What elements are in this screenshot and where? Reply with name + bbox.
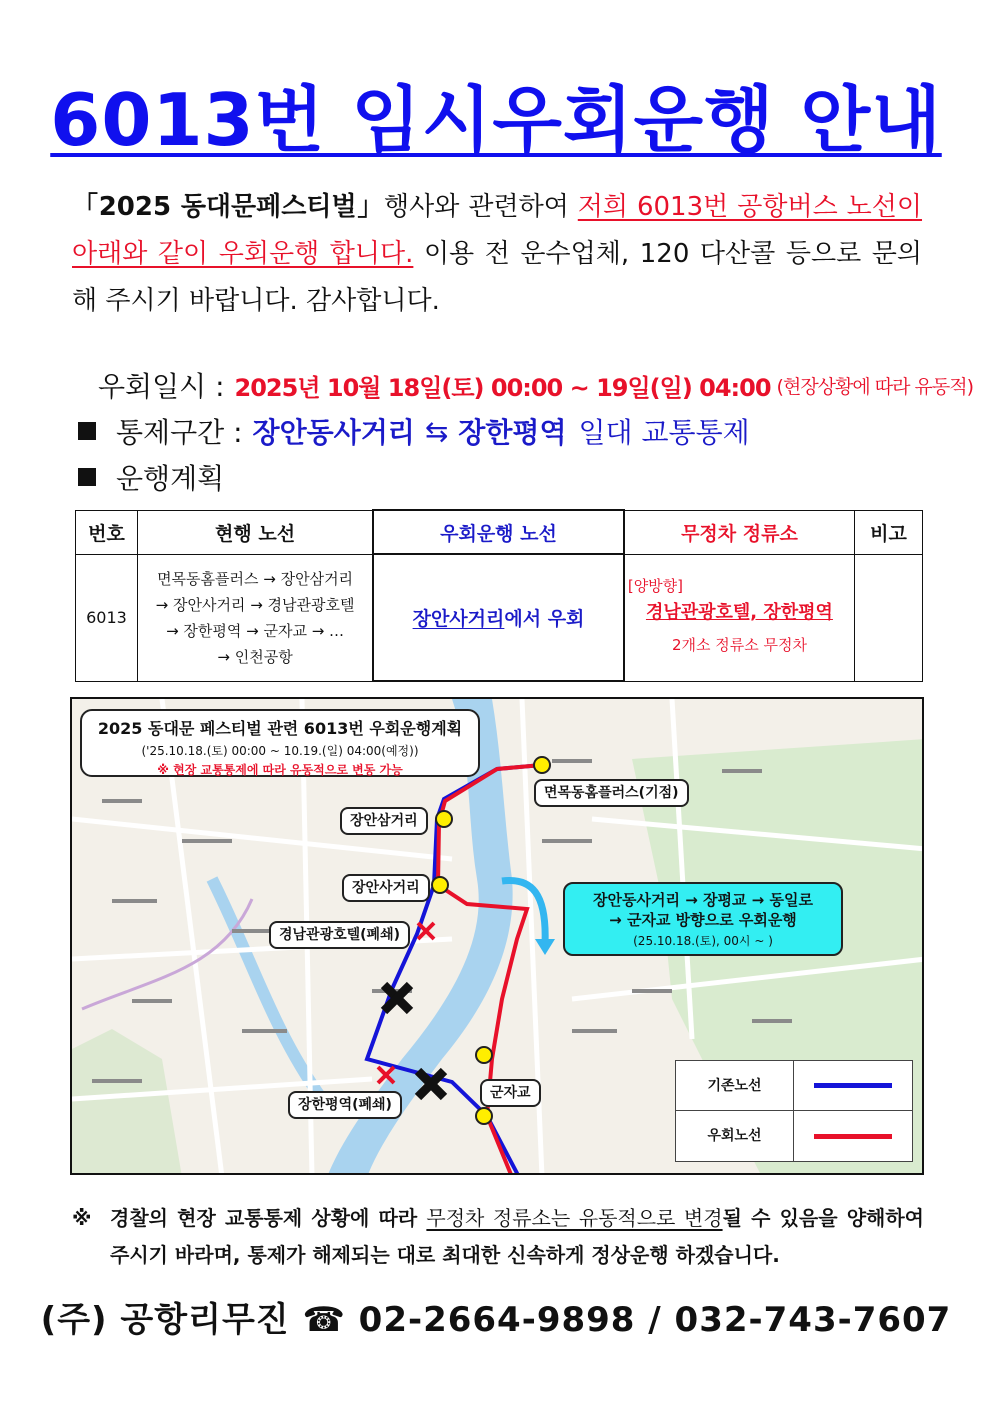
- callout-line-1: 장안동사거리 → 장평교 → 동일로: [593, 891, 813, 909]
- detour-callout: [563, 882, 843, 956]
- intro-text-2: 이용 전 운수업체, 120 다산콜 등으로 문의해 주시기 바랍니다. 감사합니다.: [72, 239, 923, 316]
- schedule-bullet: [72, 362, 973, 408]
- legend-row-existing: [676, 1061, 912, 1111]
- route-map: [70, 697, 924, 1175]
- detour-route-cell: [373, 554, 624, 681]
- stop-marker: [534, 757, 550, 773]
- remark-cell: [855, 554, 923, 681]
- stop-marker: [476, 1047, 492, 1063]
- header-nonstop: 무정차 정류소: [624, 510, 855, 554]
- control-from: 장안동사거리: [252, 416, 415, 449]
- label-sageori: 장안사거리: [342, 874, 430, 902]
- legend-detour-label: 우회노선: [676, 1111, 794, 1161]
- page-title: 6013번 임시우회운행 안내: [50, 78, 942, 162]
- map-legend: [675, 1060, 913, 1162]
- intro-event: 「2025 동대문페스티벌」: [72, 192, 385, 222]
- notice-underlined: 무정차 정류소는 유동적으로 변경: [426, 1206, 723, 1230]
- intro-text-1: 행사와 관련하여: [384, 192, 578, 222]
- table-row: [76, 554, 923, 681]
- legend-existing-label: 기존노선: [676, 1061, 794, 1110]
- header-current-route: 현행 노선: [137, 510, 373, 554]
- route-number: 6013: [76, 554, 138, 681]
- schedule-label: 우회일시 :: [98, 370, 225, 403]
- intro-paragraph: [72, 184, 922, 325]
- schedule-note: (현장상황에 따라 유동적): [776, 375, 973, 398]
- legend-detour-swatch: [814, 1134, 892, 1139]
- route-line: → 장한평역 → 군자교 → …: [166, 621, 345, 640]
- nonstop-cell: [624, 554, 855, 681]
- route-line: → 장안사거리 → 경남관광호텔: [155, 595, 355, 614]
- stop-marker: [432, 877, 448, 893]
- intro-highlight: 저희 6013번 공항버스 노선이 아래와 같이 우회운행 합니다.: [72, 192, 923, 269]
- legend-existing-swatch: [814, 1083, 892, 1088]
- square-bullet-icon: [78, 422, 96, 440]
- current-route-cell: [137, 554, 373, 681]
- stops-main: 경남관광호텔, 장한평역: [645, 602, 833, 623]
- plan-bullet: [72, 454, 932, 500]
- swap-arrow-icon: ⇆: [424, 414, 449, 448]
- callout-line-2: → 군자교 방향으로 우회운행: [609, 911, 797, 929]
- notice: [72, 1200, 924, 1274]
- label-gunja: 군자교: [480, 1079, 541, 1107]
- header-detour-route: 우회운행 노선: [373, 510, 624, 554]
- map-header-box: [80, 709, 480, 777]
- map-header-title: 2025 동대문 페스티벌 관련 6013번 우회운행계획: [97, 719, 463, 738]
- label-start: 면목동홈플러스(기점): [534, 779, 689, 807]
- route-line: 면목동홈플러스 → 장안삼거리: [157, 569, 354, 588]
- detour-arrow-head: [535, 939, 555, 955]
- notice-text-2: 될 수 있음을 양해하여 주시기 바라며, 통제가 해제되는 대로 최대한 신속하게 정상운행 하겠습니다.: [110, 1206, 924, 1267]
- footer-contact: (주) 공항리무진 ☎ 02-2664-9898 / 032-743-7607: [40, 1300, 952, 1340]
- route-line: → 인천공항: [217, 647, 293, 666]
- stops-sub: 2개소 정류소 무정차: [671, 636, 807, 654]
- notice-text-1: 경찰의 현장 교통통제 상황에 따라: [110, 1206, 427, 1230]
- control-label: 통제구간 :: [116, 416, 243, 449]
- label-hotel: 경남관광호텔(폐쇄): [269, 921, 410, 949]
- stop-marker: [476, 1108, 492, 1124]
- header-number: 번호: [76, 510, 138, 554]
- plan-label: 운행계획: [116, 462, 225, 495]
- map-header-dates: ('25.10.18.(토) 00:00 ~ 10.19.(일) 04:00(예정)): [141, 744, 419, 758]
- square-bullet-icon: [78, 468, 96, 486]
- stops-tag: [양방향]: [627, 576, 684, 595]
- control-bullet: [72, 408, 932, 454]
- hill-area: [72, 1029, 182, 1175]
- route-plan-table: [75, 509, 923, 682]
- callout-date: (25.10.18.(토), 00시 ~ ): [633, 934, 773, 948]
- stop-marker: [436, 811, 452, 827]
- table-header-row: [76, 510, 923, 554]
- header-remark: 비고: [855, 510, 923, 554]
- detour-suffix: 에서 우회: [504, 608, 585, 630]
- label-samgeori: 장안삼거리: [340, 807, 428, 835]
- legend-row-detour: [676, 1111, 912, 1161]
- bullet-list: [72, 362, 973, 500]
- control-to: 장한평역: [458, 416, 567, 449]
- control-suffix: 일대 교통통제: [578, 416, 750, 449]
- detour-place: 장안사거리: [412, 608, 505, 630]
- notice-mark: ※: [72, 1206, 92, 1230]
- label-station: 장한평역(폐쇄): [288, 1091, 402, 1119]
- notice-text: [72, 1200, 924, 1274]
- map-header-warning: ※ 현장 교통통제에 따라 유동적으로 변동 가능: [157, 763, 403, 777]
- schedule-value: 2025년 10월 18일(토) 00:00 ~ 19일(일) 04:00: [234, 373, 771, 402]
